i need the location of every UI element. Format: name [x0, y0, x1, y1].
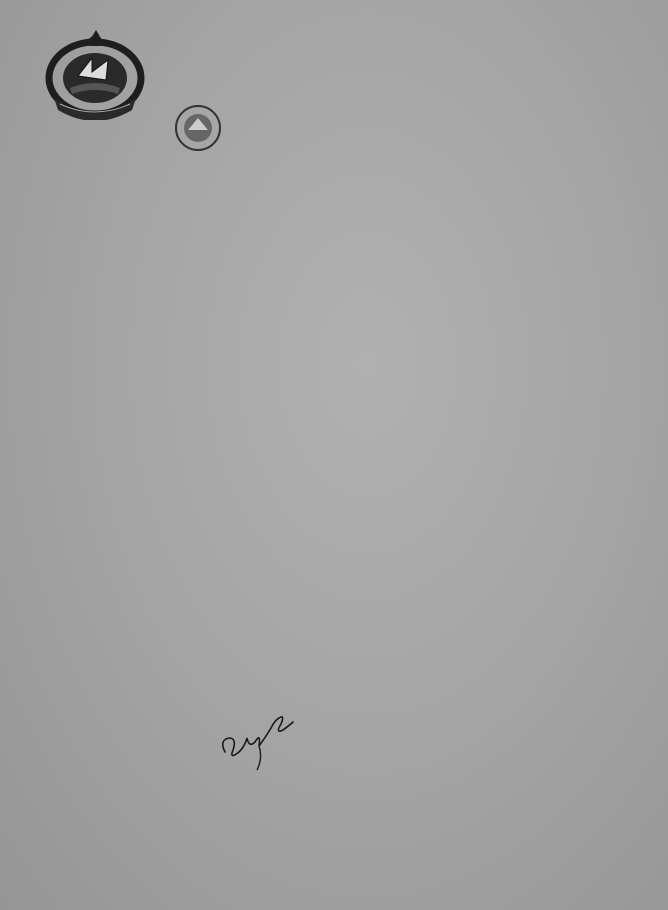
handwritten-signature-icon [215, 702, 305, 777]
nepal-government-emblem-icon [40, 28, 150, 120]
office-seal-stamp-icon [150, 100, 280, 180]
